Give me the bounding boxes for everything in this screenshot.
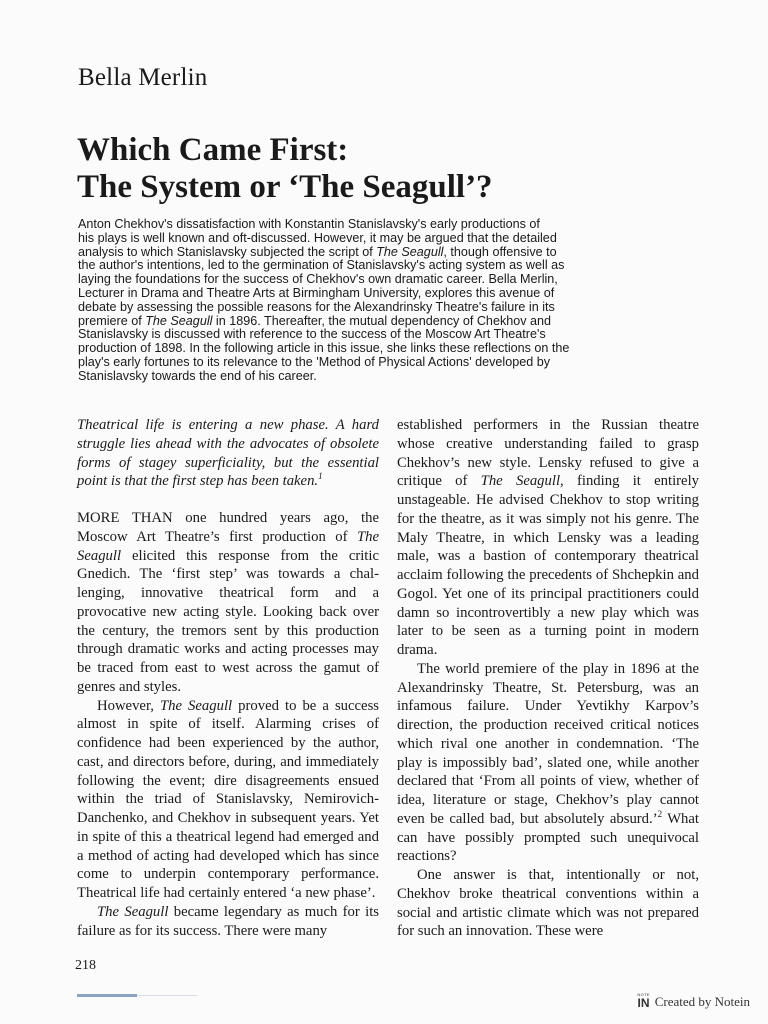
body-column-left [77, 416, 379, 940]
title-line-2: The System or ‘The Seagull’? [77, 169, 493, 205]
paragraph: MORE THAN one hundred years ago, the Moscow Art Theatre’s first production of The Seagull elicited this response from the critic Gnedich. The ‘first step’ was towards a challenging, innovative theatrical form and a provocative new acting style. Looking back over the century, the tremors sent by this production through dramatic works and acting processes may be traced from east to west across the gamut of genres and styles. [77, 510, 379, 695]
abstract-line: premiere of The Seagull in 1896. Thereafter, the mutual dependency of Chekhov and [78, 313, 552, 328]
page-number: 218 [75, 958, 96, 973]
notein-logo-icon: NOTE IN [637, 992, 650, 1010]
paragraph: One answer is that, intentionally or not, Chekhov broke theatrical conventions within a social and artistic climate which was not prepared for such an innovation. These were [397, 867, 699, 940]
abstract-line: Stanislavsky towards the end of his career. [78, 368, 317, 383]
abstract-line: his plays is well known and oft-discussed. However, it may be argued that the detailed [78, 230, 557, 245]
paragraph: The Seagull became legendary as much for its failure as for its success. There were many [77, 903, 379, 939]
footer-rule-faint [137, 995, 197, 996]
abstract-line: Anton Chekhov's dissatisfaction with Konstantin Stanislavsky's early productions of [78, 217, 540, 231]
abstract-line: production of 1898. In the following article in this issue, she links these reflections on the [78, 341, 570, 356]
paragraph: established performers in the Russian theatre whose creative understanding failed to grasp Chekhov’s new style. Lensky refused to give a critique of The Seagull, finding it entirely unstageable. He advised Chekhov to stop writing for the theatre, as it was simply not his genre. The Maly Theatre, in which Lensky was a leading male, was a bastion of contemporary theatrical acclaim following the precedents of Shchepkin and Gogol. Yet one of its principal practitioners could damn so incontrovertibly a new play which was later to be seen as a turning point in modern drama. [397, 417, 699, 658]
abstract-line: debate by assessing the possible reasons for the Alexandrinsky Theatre's failure in its [78, 299, 555, 314]
body-column-right [397, 416, 699, 941]
article-title [77, 132, 493, 206]
watermark [637, 994, 750, 1010]
paragraph: However, The Seagull proved to be a success almost in spite of itself. Alarming crises of confidence had been experienced by the author, cast, and directors before, during, and immediately following the event; dire disagreements ensued within the triad of Stanislavsky, Nemirovich-Danchenko, and Chekhov in subsequent years. Yet in spite of this a theatrical legend had emerged and a method of acting had developed which has since come to underpin contemporary performance. Theatrical life had certainly entered ‘a new phase’. [77, 697, 379, 901]
footnote-marker: 2 [657, 808, 663, 819]
abstract-line: analysis to which Stanislavsky subjected the script of The Seagull, though offensive to [78, 244, 557, 259]
abstract-line: laying the foundations for the success of Chekhov's own dramatic career. Bella Merlin, [78, 272, 558, 287]
epigraph: Theatrical life is entering a new phase. A hard struggle lies ahead with the advocates of obsolete forms of stagey superficiality, but the essential point is that the first step has been taken.$^1$ [77, 417, 379, 490]
title-line-1: Which Came First: [77, 132, 349, 168]
abstract-line: play's early fortunes to its relevance to the 'Method of Physical Actions' developed by [78, 354, 551, 369]
footer-rule [77, 994, 137, 997]
abstract [78, 218, 626, 384]
author-name: Bella Merlin [78, 64, 208, 91]
footnote-marker: 1 [318, 471, 323, 482]
abstract-line: Lecturer in Drama and Theatre Arts at Birmingham University, explores this avenue of [78, 285, 555, 300]
abstract-line: Stanislavsky is discussed with reference to the success of the Moscow Art Theatre's [78, 327, 546, 342]
paragraph: The world premiere of the play in 1896 at the Alexandrinsky Theatre, St. Petersburg, was an infamous failure. Under Yevtikhy Karpov’s direction, the production received critical notices which rival one another in condemnation. ‘The play is impossibly bad’, slated one, while another declared that ‘From all points of view, whether of idea, literature or stage, Chekhov’s play cannot even be called bad, but absolutely absurd.’$^2$ What can have possibly prompted such unequivocal reactions? [397, 660, 700, 865]
watermark-text: Created by Notein [654, 994, 750, 1009]
abstract-line: the author's intentions, led to the germination of Stanislavsky's acting system as well as [78, 258, 565, 273]
